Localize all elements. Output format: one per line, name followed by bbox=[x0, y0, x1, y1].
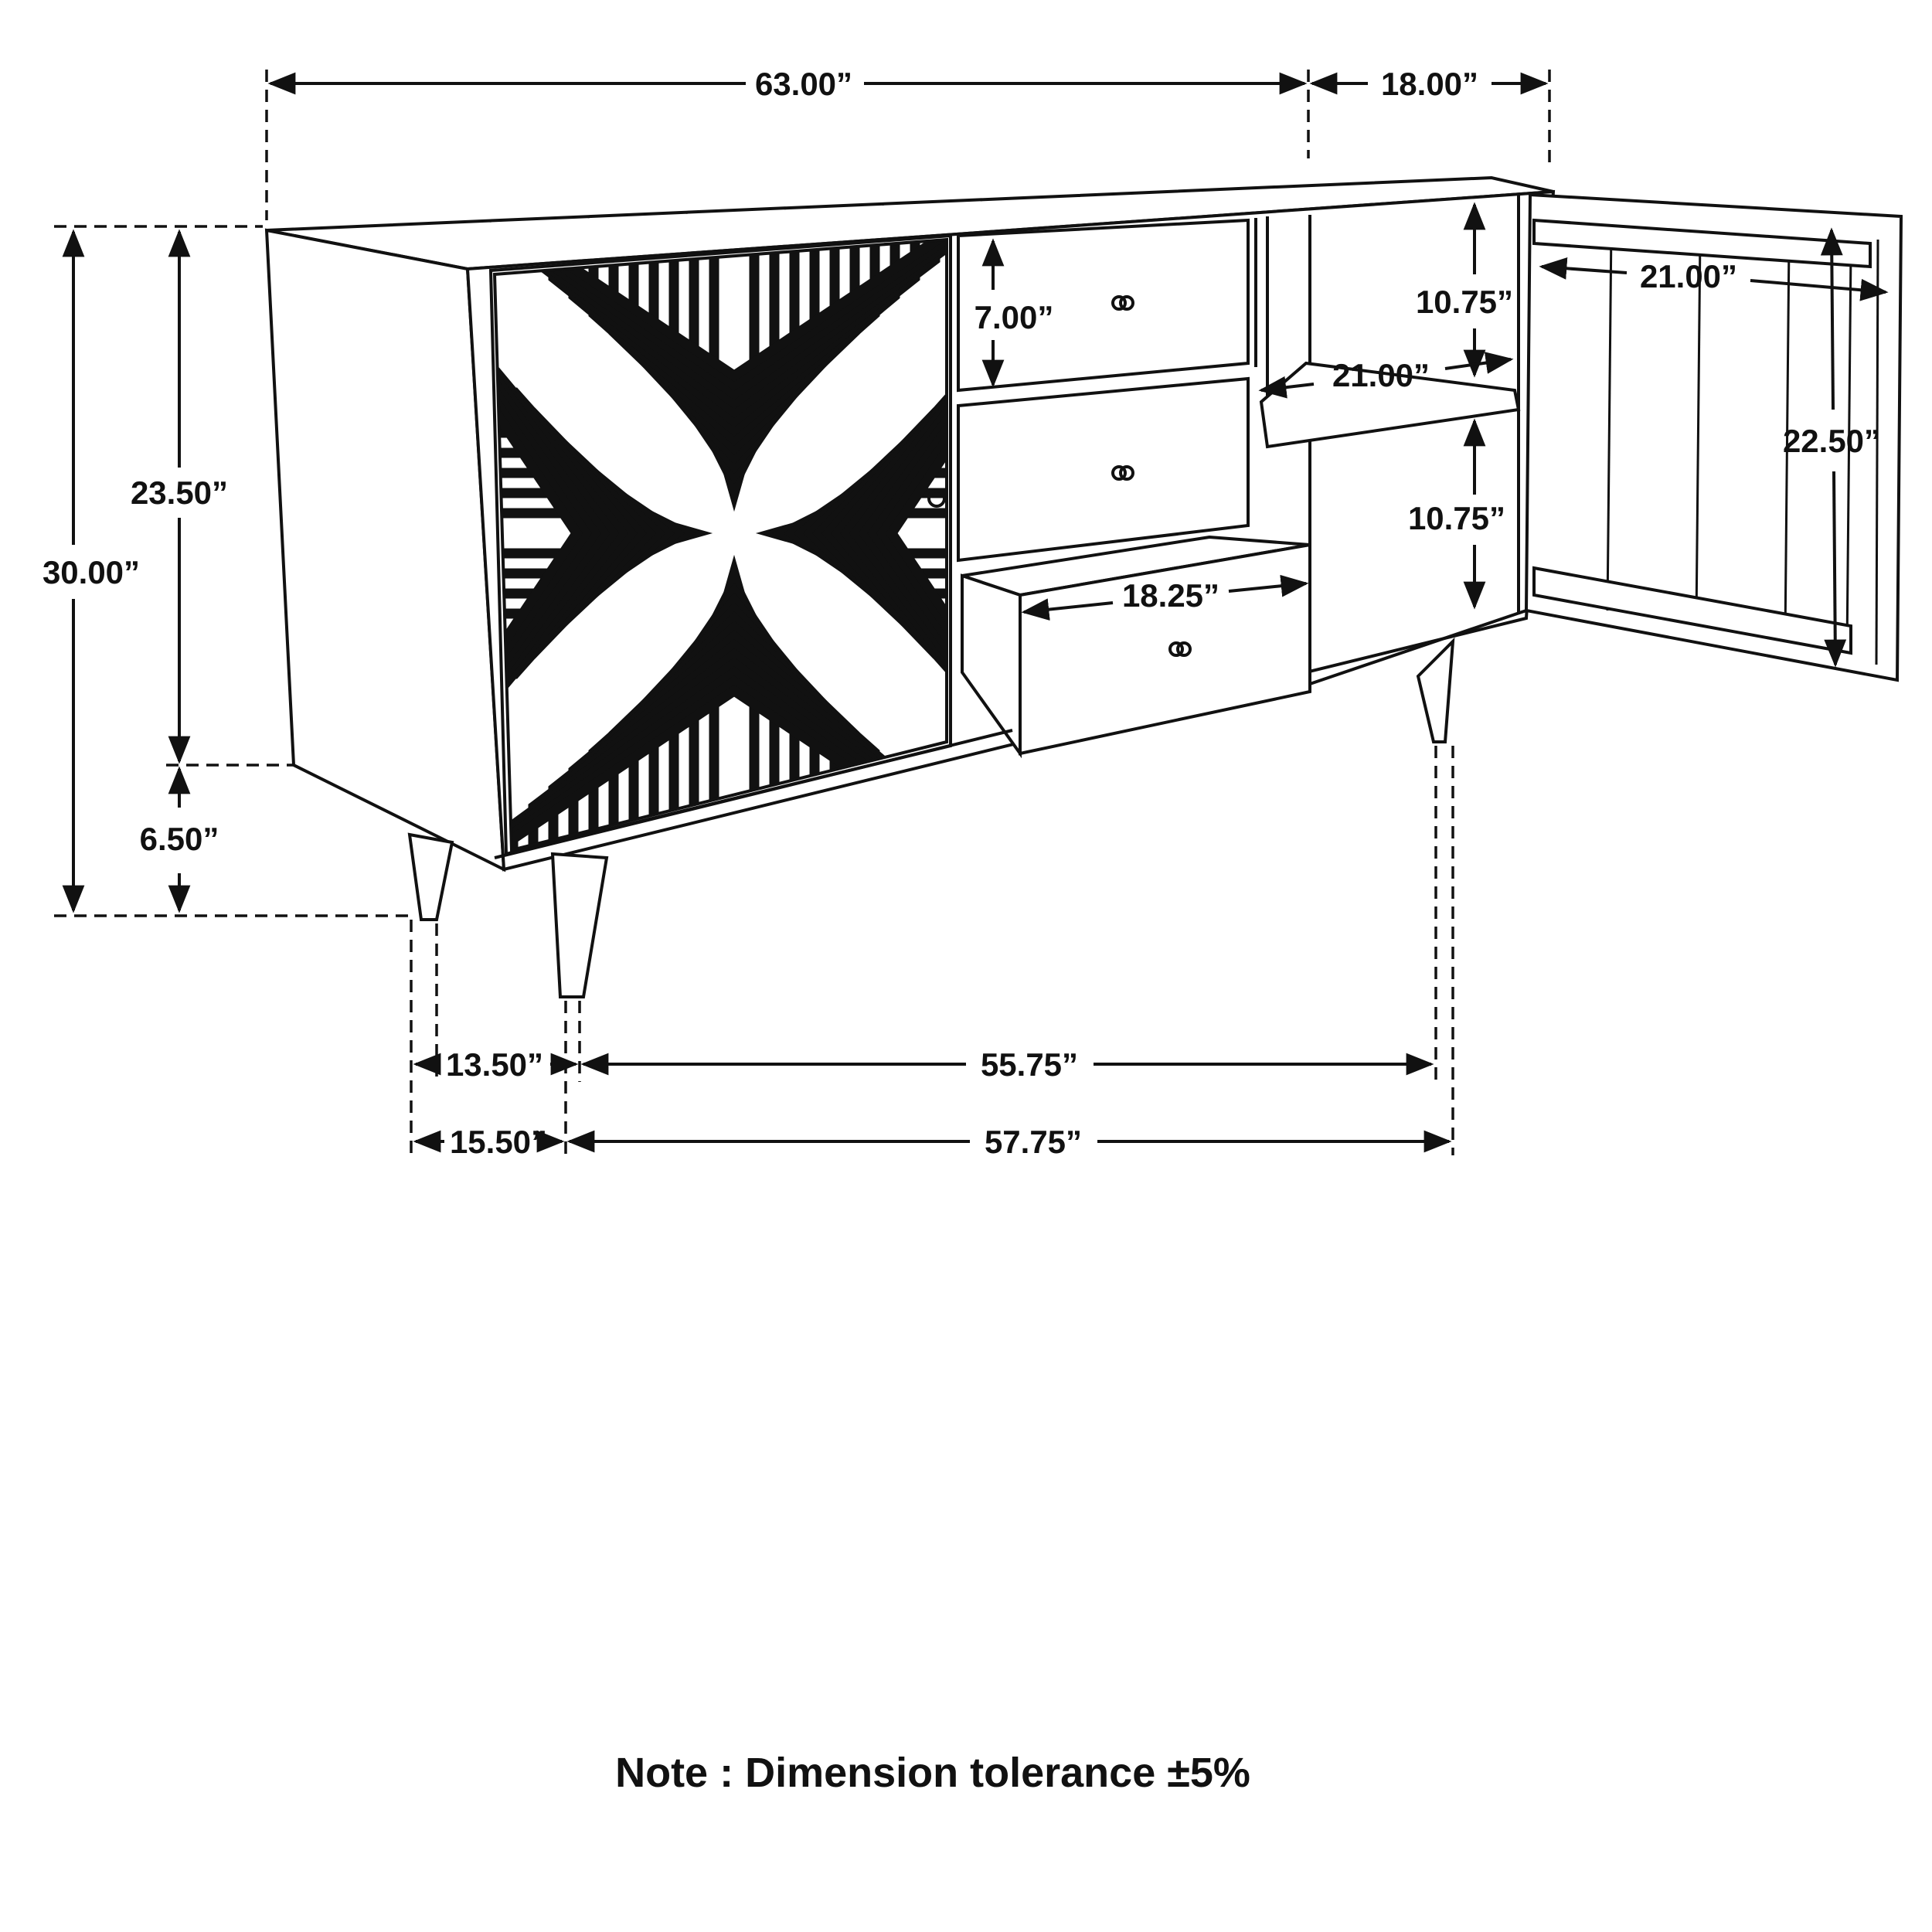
label-drawer-height: 7.00” bbox=[974, 299, 1054, 335]
label-shelf-width: 21.00” bbox=[1332, 357, 1430, 393]
label-leg-height: 6.50” bbox=[139, 821, 219, 857]
label-drawer-width: 18.25” bbox=[1121, 577, 1220, 614]
leg-front-right bbox=[1418, 641, 1453, 742]
label-shelf-upper-height: 10.75” bbox=[1415, 284, 1514, 320]
label-leg-depth-inner: 13.50” bbox=[445, 1046, 544, 1083]
label-leg-span-inner: 55.75” bbox=[980, 1046, 1079, 1083]
label-overall-height: 30.00” bbox=[42, 554, 141, 590]
label-door-width: 21.00” bbox=[1639, 258, 1738, 294]
tolerance-note: Note : Dimension tolerance ±5% bbox=[615, 1750, 1250, 1796]
leg-front-left bbox=[553, 854, 607, 997]
cabinet-side-panel bbox=[267, 230, 504, 869]
label-leg-span-outer: 57.75” bbox=[984, 1124, 1083, 1160]
label-overall-width: 63.00” bbox=[754, 66, 853, 102]
label-body-height: 23.50” bbox=[130, 474, 229, 511]
label-door-height: 22.50” bbox=[1782, 423, 1881, 459]
label-shelf-lower-height: 10.75” bbox=[1407, 500, 1506, 536]
label-depth: 18.00” bbox=[1380, 66, 1479, 102]
leg-back-left bbox=[410, 835, 452, 920]
label-leg-depth-outer: 15.50” bbox=[449, 1124, 548, 1160]
